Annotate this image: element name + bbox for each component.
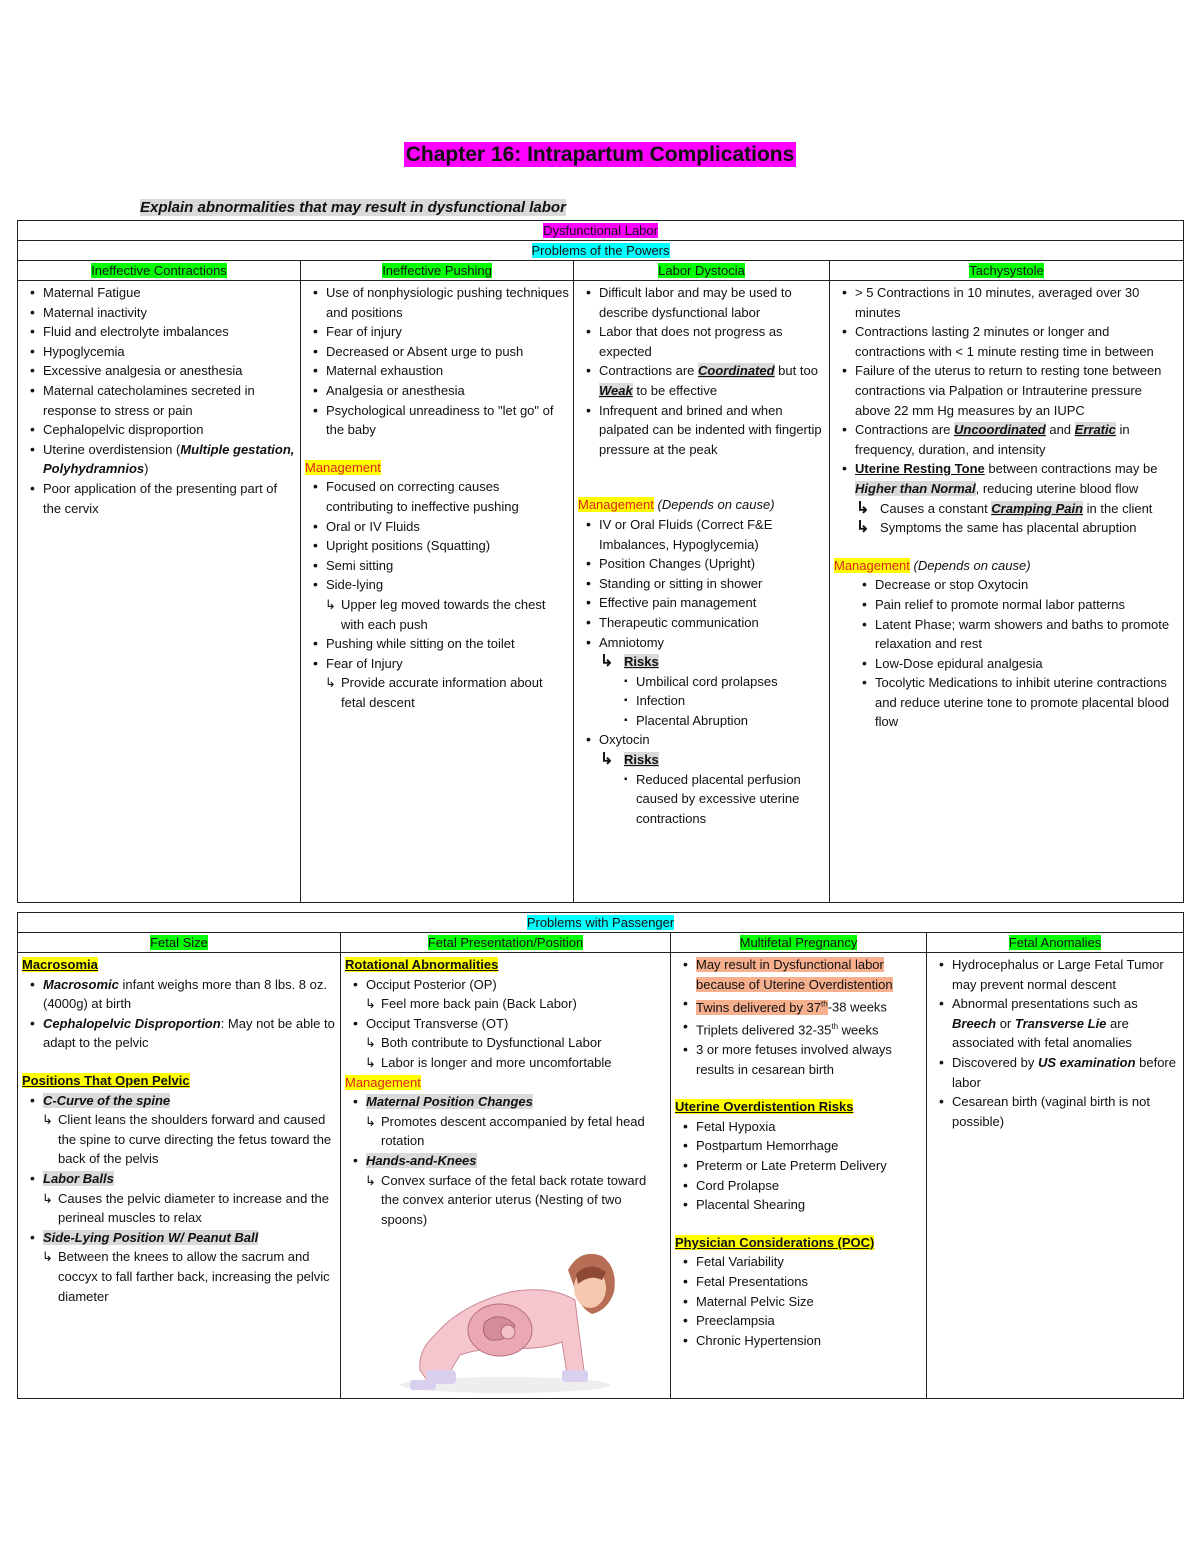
list-item: • Contractions are Uncoordinated and Erratic in frequency, duration, and intensity [834,420,1179,459]
table-heading: Dysfunctional Labor [18,221,1184,241]
sub-item: ↳ Upper leg moved towards the chest with each push [323,595,569,634]
list-item: • Low-Dose epidural analgesia [854,654,1179,674]
list-item: • Fear of injury [305,322,569,342]
list-item: • Maternal exhaustion [305,361,569,381]
list-item: • Standing or sitting in shower [578,574,825,594]
list-item: • Decrease or stop Oxytocin [854,575,1179,595]
list-item: • Side-Lying Position W/ Peanut Ball [22,1228,336,1248]
sub-item: ↳ Symptoms the same has placental abruption [852,518,1179,538]
list-item: • Excessive analgesia or anesthesia [22,361,296,381]
list-item: • Labor Balls [22,1169,336,1189]
col-header: Fetal Presentation/Position [341,933,671,953]
list-item: • Preterm or Late Preterm Delivery [675,1156,922,1176]
labor-dystocia-cell [574,281,830,903]
list-item: • Fetal Presentations [675,1272,922,1292]
list-item: • Pain relief to promote normal labor patterns [854,595,1179,615]
sub-item: ↳ Causes the pelvic diameter to increase and the perineal muscles to relax [40,1189,336,1228]
list-item: • Amniotomy [578,633,825,653]
list-item: • Latent Phase; warm showers and baths to promote relaxation and rest [854,615,1179,654]
sub-item: ↳ Client leans the shoulders forward and caused the spine to curve directing the fetus toward the back of the pelvis [40,1110,336,1169]
list-item: • Contractions are Coordinated but too Weak to be effective [578,361,825,400]
tachysystole-cell [830,281,1184,903]
list-item: • Decreased or Absent urge to push [305,342,569,362]
list-item: • Fetal Variability [675,1252,922,1272]
sub-item: ↳ Labor is longer and more uncomfortable [363,1053,666,1073]
ineffective-contractions-cell [18,281,301,903]
list-item: • Discovered by US examination before labor [931,1053,1179,1092]
objective-text: Explain abnormalities that may result in dysfunctional labor [140,199,566,216]
list-item: • Difficult labor and may be used to describe dysfunctional labor [578,283,825,322]
list-item: • Preeclampsia [675,1311,922,1331]
list-item: • Poor application of the presenting part of the cervix [22,479,296,518]
list-item: • C-Curve of the spine [22,1091,336,1111]
hands-and-knees-illustration [390,1230,620,1400]
list-item: • Oral or IV Fluids [305,517,569,537]
fetal-size-cell [18,953,341,1399]
list-item: • 3 or more fetuses involved always results in cesarean birth [675,1040,922,1079]
col-header: Fetal Size [18,933,341,953]
list-item: • Failure of the uterus to return to resting tone between contractions via Palpation or Intrauterine pressure above 22 mm Hg measures by an IUPC [834,361,1179,420]
list-item: • Hypoglycemia [22,342,296,362]
list-item: • Maternal Fatigue [22,283,296,303]
sub-item: ▪ Infection [624,691,825,711]
list-item: • Psychological unreadiness to "let go" of the baby [305,401,569,440]
sub-item: ▪ Reduced placental perfusion caused by excessive uterine contractions [624,770,825,829]
list-item: • Cephalopelvic disproportion [22,420,296,440]
list-item: • Placental Shearing [675,1195,922,1215]
list-item: • Infrequent and brined and when palpated can be indented with fingertip pressure at the peak [578,401,825,460]
list-item: • Postpartum Hemorrhage [675,1136,922,1156]
col-header: Tachysystole [830,261,1184,281]
list-item: • Semi sitting [305,556,569,576]
col-header: Ineffective Pushing [301,261,574,281]
list-item: • Focused on correcting causes contributing to ineffective pushing [305,477,569,516]
list-item: • Cord Prolapse [675,1176,922,1196]
management-label: Management (Depends on cause) [578,497,775,513]
list-item: • Occiput Posterior (OP) [345,975,666,995]
list-item: • IV or Oral Fluids (Correct F&E Imbalances, Hypoglycemia) [578,515,825,554]
list-item: • Contractions lasting 2 minutes or longer and contractions with < 1 minute resting time in between [834,322,1179,361]
risks-label: ↳ Risks [596,652,825,672]
risks-label: ↳ Risks [596,750,825,770]
sub-item: ↳ Convex surface of the fetal back rotate toward the convex anterior uterus (Nesting of two spoons) [363,1171,666,1230]
sub-item: ↳ Feel more back pain (Back Labor) [363,994,666,1014]
list-item: • Twins delivered by 37th-38 weeks [675,994,922,1017]
multifetal-cell [671,953,927,1399]
list-item: • Uterine overdistension (Multiple gestation, Polyhydramnios) [22,440,296,479]
list-item: • Side-lying [305,575,569,595]
sub-item: ↳ Between the knees to allow the sacrum and coccyx to fall farther back, increasing the pelvic diameter [40,1247,336,1306]
list-item: • Uterine Resting Tone between contractions may be Higher than Normal, reducing uterine blood flow [834,459,1179,498]
col-header: Ineffective Contractions [18,261,301,281]
list-item: • Abnormal presentations such as Breech or Transverse Lie are associated with fetal anomalies [931,994,1179,1053]
list-item: • Hydrocephalus or Large Fetal Tumor may prevent normal descent [931,955,1179,994]
list-item: • Chronic Hypertension [675,1331,922,1351]
list-item: • Analgesia or anesthesia [305,381,569,401]
col-header: Multifetal Pregnancy [671,933,927,953]
list-item: • Hands-and-Knees [345,1151,666,1171]
list-item: • Fear of Injury [305,654,569,674]
list-item: • Macrosomic infant weighs more than 8 lbs. 8 oz. (4000g) at birth [22,975,336,1014]
list-item: • Upright positions (Squatting) [305,536,569,556]
sub-item: ↳ Causes a constant Cramping Pain in the client [852,499,1179,519]
list-item: • Pushing while sitting on the toilet [305,634,569,654]
management-label: Management (Depends on cause) [834,557,1031,573]
management-label: Management [345,1074,421,1090]
poc-label: Physician Considerations (POC) [675,1234,875,1250]
list-item: • Triplets delivered 32-35th weeks [675,1017,922,1040]
list-item: • Cesarean birth (vaginal birth is not possible) [931,1092,1179,1131]
positions-label: Positions That Open Pelvic [22,1072,190,1088]
col-header: Labor Dystocia [574,261,830,281]
list-item: • Position Changes (Upright) [578,554,825,574]
management-label: Management [305,459,381,475]
sub-item: ↳ Promotes descent accompanied by fetal head rotation [363,1112,666,1151]
macrosomia-label: Macrosomia [22,957,98,972]
fetal-anomalies-cell [927,953,1184,1399]
list-item: • Maternal inactivity [22,303,296,323]
list-item: • Maternal catecholamines secreted in response to stress or pain [22,381,296,420]
table-subheading: Problems of the Powers [18,241,1184,261]
sub-item: ▪ Placental Abruption [624,711,825,731]
list-item: • Labor that does not progress as expected [578,322,825,361]
risks-label: Uterine Overdistention Risks [675,1099,854,1115]
list-item: • Fetal Hypoxia [675,1117,922,1137]
table-heading: Problems with Passenger [18,913,1184,933]
page-title: Chapter 16: Intrapartum Complications [405,143,795,166]
list-item: • Tocolytic Medications to inhibit uterine contractions and reduce uterine tone to promote placental blood flow [854,673,1179,732]
list-item: • Cephalopelvic Disproportion: May not be able to adapt to the pelvic [22,1014,336,1053]
list-item: • Oxytocin [578,730,825,750]
list-item: • Effective pain management [578,593,825,613]
list-item: • Therapeutic communication [578,613,825,633]
dysfunctional-labor-table [17,220,1184,903]
list-item: • > 5 Contractions in 10 minutes, averaged over 30 minutes [834,283,1179,322]
ineffective-pushing-cell [301,281,574,903]
rotational-label: Rotational Abnormalities [345,957,499,972]
list-item: • Maternal Position Changes [345,1092,666,1112]
list-item: • May result in Dysfunctional labor because of Uterine Overdistention [675,955,922,994]
col-header: Fetal Anomalies [927,933,1184,953]
sub-item: ↳ Provide accurate information about fetal descent [323,673,569,712]
list-item: • Maternal Pelvic Size [675,1292,922,1312]
list-item: • Use of nonphysiologic pushing techniques and positions [305,283,569,322]
list-item: • Occiput Transverse (OT) [345,1014,666,1034]
list-item: • Fluid and electrolyte imbalances [22,322,296,342]
sub-item: ↳ Both contribute to Dysfunctional Labor [363,1033,666,1053]
sub-item: ▪ Umbilical cord prolapses [624,672,825,692]
